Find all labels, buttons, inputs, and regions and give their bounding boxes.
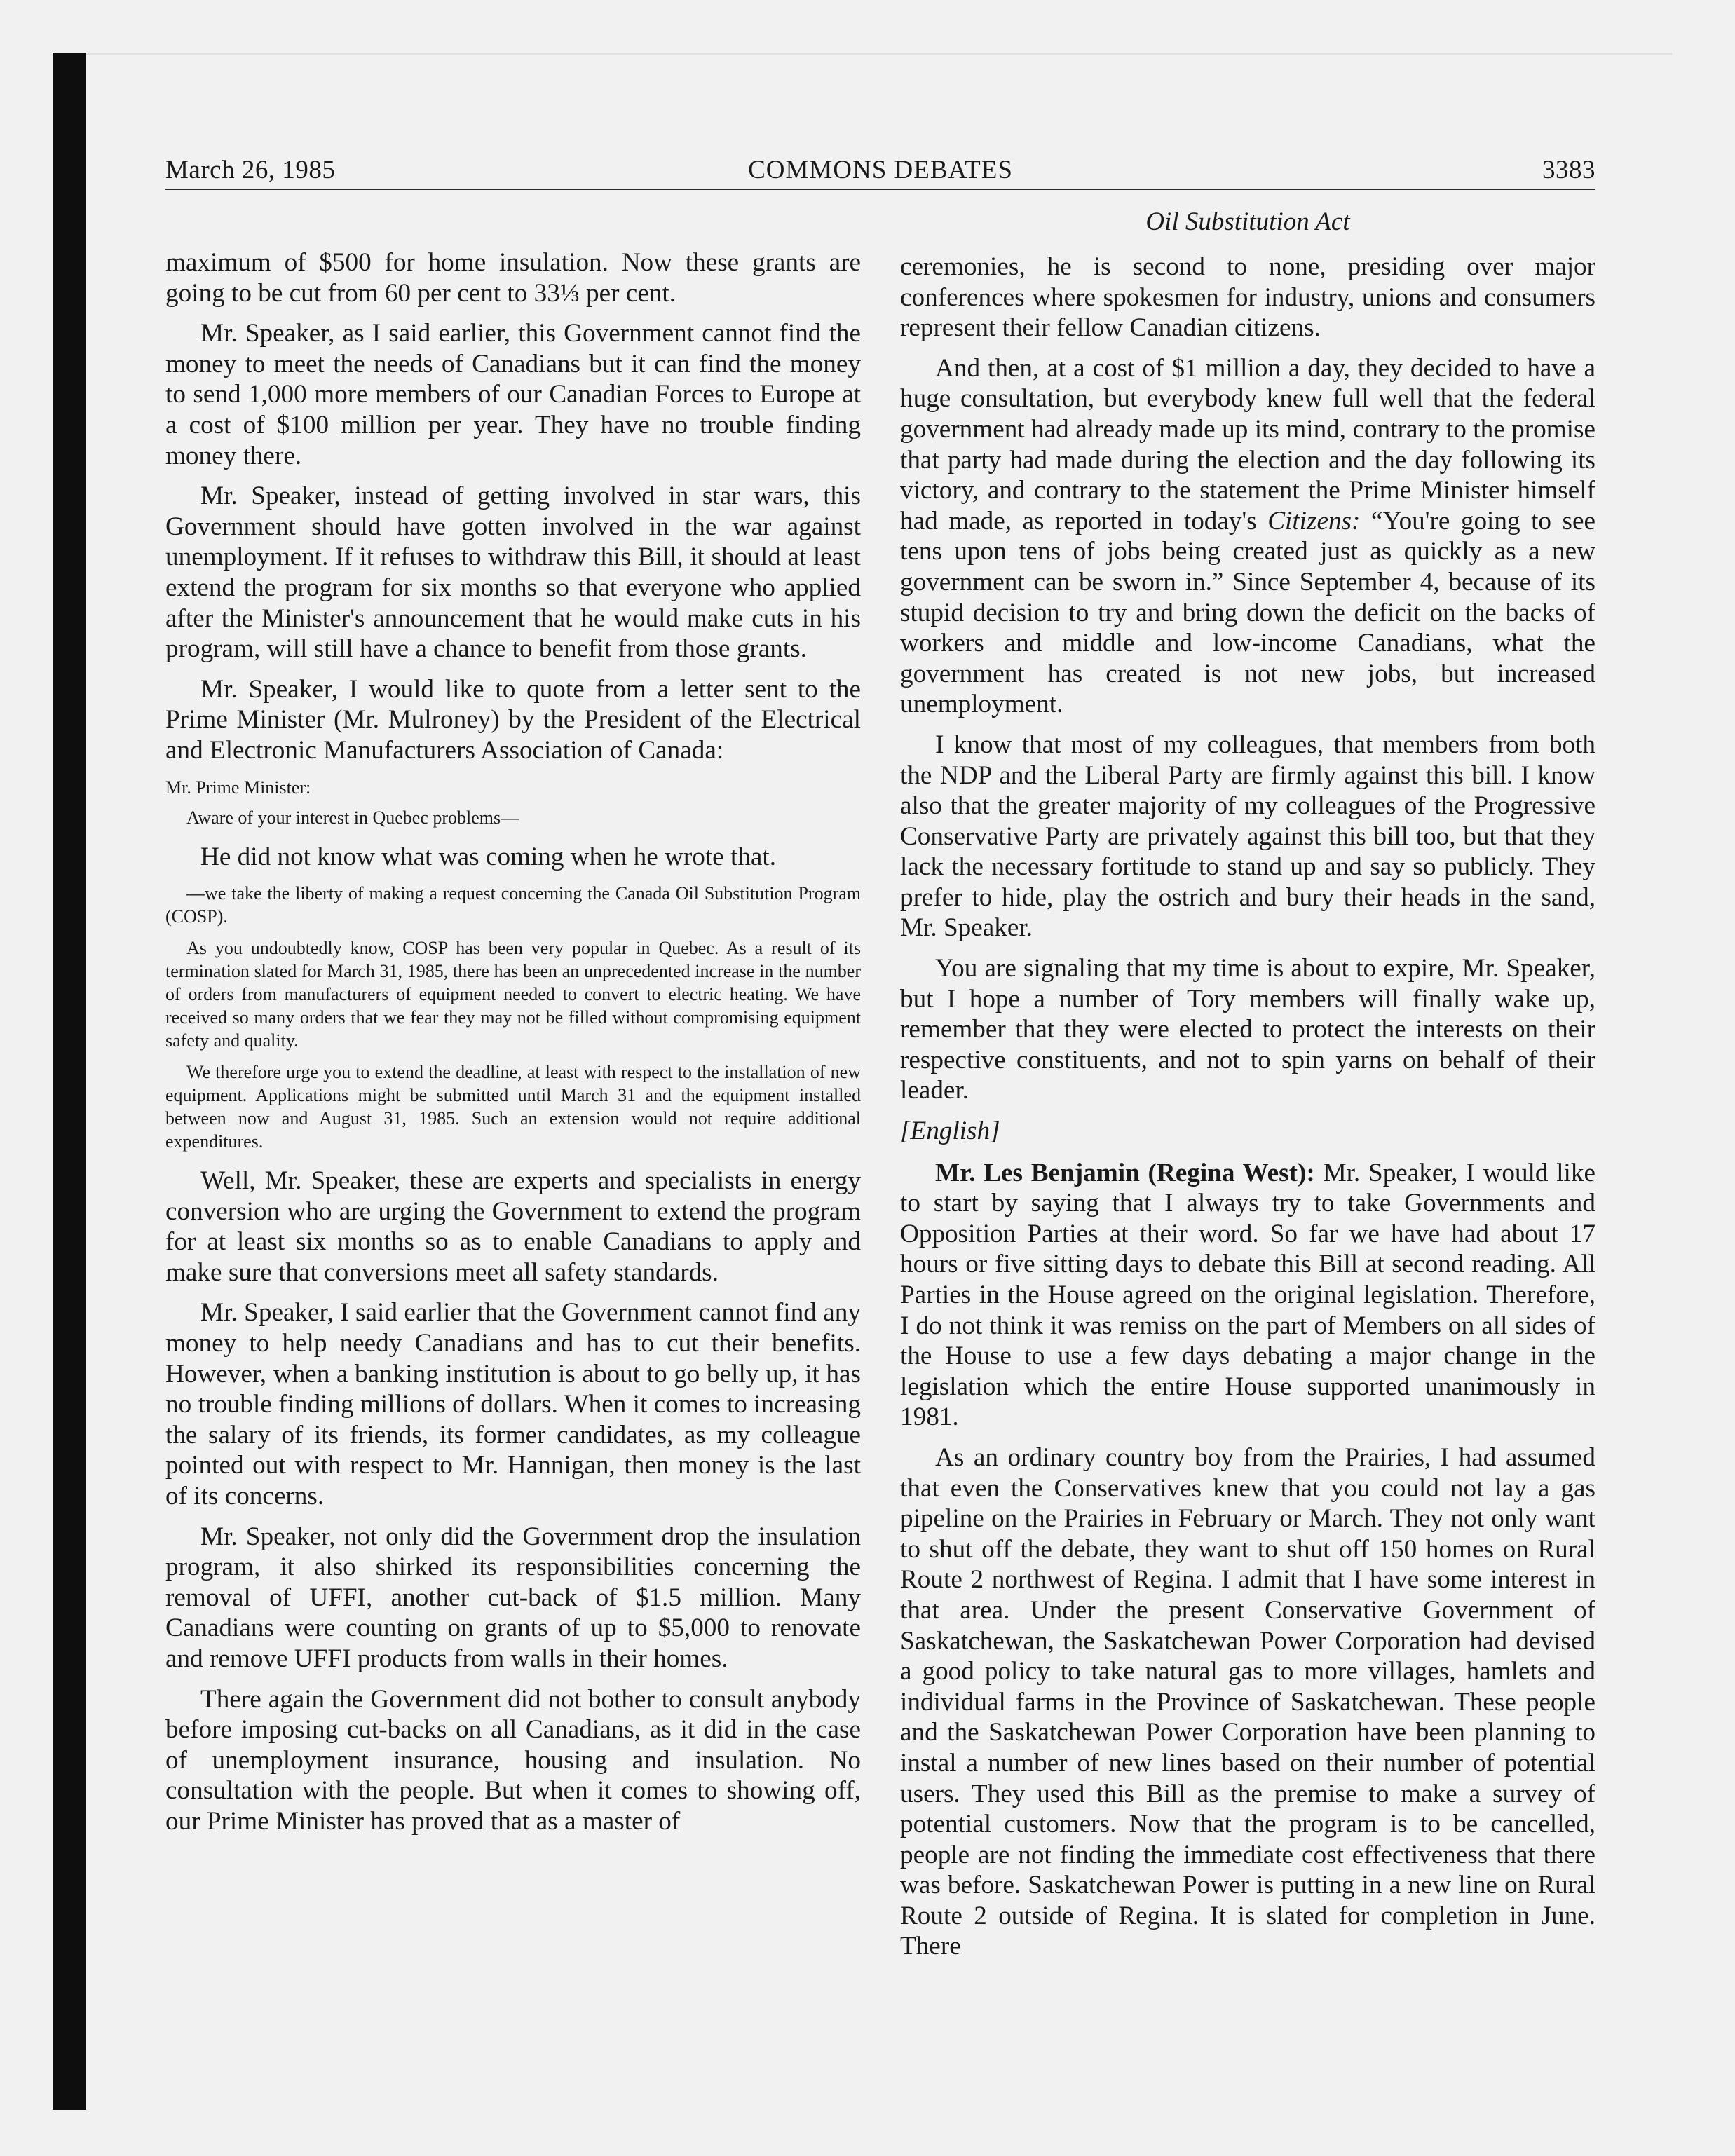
hansard-page xyxy=(165,151,1596,1961)
scan-binding-edge xyxy=(53,53,86,2110)
paragraph: You are signaling that my time is about to expire, Mr. Speaker, but I hope a number of Tory members will finally wake up, remember that they were elected to protect the interests on their respective constituents, and not to spin yarns on behalf of their leader. xyxy=(900,954,1595,1105)
paragraph xyxy=(900,1158,1595,1433)
header-publication: COMMONS DEBATES xyxy=(748,156,1013,184)
quote-salutation: Mr. Prime Minister: xyxy=(165,777,311,798)
paragraph: Well, Mr. Speaker, these are experts and specialists in energy conversion who are urging the Government to extend the program for at least six months so as to enable Canadians to apply and make sure that conversions meet all safety standards. xyxy=(165,1166,861,1287)
paragraph: Mr. Speaker, as I said earlier, this Government cannot find the money to meet the needs of Canadians but it can find the money to send 1,000 more members of our Canadian Forces to Europe at a cost of $100 million per year. They have no trouble finding money there. xyxy=(165,319,861,470)
paragraph: There again the Government did not bother to consult anybody before imposing cut-backs on all Canadians, as it did in the case of unemployment insurance, housing and insulation. No consultation with the people. But when it comes to showing off, our Prime Minister has proved that as a master of xyxy=(165,1684,861,1836)
header-rule xyxy=(165,189,1595,190)
paragraph-text: “You're going to see tens upon tens of jobs being created just as quickly as a new government can be sworn in.” Since September 4, because of its stupid decision to try and bring down the deficit on the backs of workers and middle and low-income Canadians, what the government has created is not new jobs, but increased unemployment. xyxy=(900,506,1596,719)
paragraph: ceremonies, he is second to none, presiding over major conferences where spokesmen for industry, unions and consumers represent their fellow Canadian citizens. xyxy=(900,252,1595,343)
paragraph-text: And then, at a cost of $1 million a day, they decided to have a huge consultation, but everybody knew full well that the federal government had already made up its mind, contrary to the promise that party had made during the election and the day following its victory, and contrary to the statement the Prime Minister himself had made, as reported in today's xyxy=(900,353,1595,535)
header-page-number: 3383 xyxy=(1542,156,1595,184)
paragraph: I know that most of my colleagues, that members from both the NDP and the Liberal Party are firmly against this bill. I know also that the greater majority of my colleagues of the Progressive Conservative Party are privately against this bill too, but that they lack the necessary fortitude to stand up and say so publicly. They prefer to hide, play the ostrich and bury their heads in the sand, Mr. Speaker. xyxy=(900,730,1595,943)
paragraph: Mr. Speaker, I would like to quote from a letter sent to the Prime Minister (Mr. Mulroney) by the President of the Electrical and Electronic Manufacturers Association of Canada: xyxy=(165,674,861,765)
right-column xyxy=(900,207,1595,1972)
quote-paragraph: —we take the liberty of making a request concerning the Canada Oil Substitution Program (COSP). xyxy=(165,883,861,927)
running-head xyxy=(165,151,1595,186)
citation-title: Citizens: xyxy=(1267,506,1361,535)
paragraph: maximum of $500 for home insulation. Now these grants are going to be cut from 60 per cent to 33⅓ per cent. xyxy=(165,248,861,308)
left-column xyxy=(165,247,861,1847)
paragraph: Mr. Speaker, I said earlier that the Government cannot find any money to help needy Canadians and has to cut their benefits. However, when a banking institution is about to go belly up, it has no trouble finding millions of dollars. When it comes to increasing the salary of its friends, its former candidates, as my colleague pointed out with respect to Mr. Hannigan, then money is the last of its concerns. xyxy=(165,1298,861,1511)
paragraph xyxy=(900,353,1595,720)
quote-paragraph: We therefore urge you to extend the deadline, at least with respect to the installation of new equipment. Applications might be submitted until March 31 and the equipment installed between now and August 31, 1985. Such an extension would not require additional expenditures. xyxy=(165,1062,861,1152)
paragraph: Mr. Speaker, not only did the Government drop the insulation program, it also shirked its responsibilities concerning the removal of UFFI, another cut-back of $1.5 million. Many Canadians were counting on grants of up to $5,000 to renovate and remove UFFI products from walls in their homes. xyxy=(165,1522,861,1673)
header-date: March 26, 1985 xyxy=(165,156,336,184)
quote-paragraph: Aware of your interest in Quebec problems— xyxy=(186,807,519,828)
paragraph: Mr. Speaker, instead of getting involved in star wars, this Government should have gotten involved in the war against unemployment. If it refuses to withdraw this Bill, it should at least extend the program for six months so that everyone who applied after the Minister's announcement that he would make cuts in his program, will still have a chance to benefit from those grants. xyxy=(165,482,861,664)
quote-paragraph: As you undoubtedly know, COSP has been very popular in Quebec. As a result of its termination slated for March 31, 1985, there has been an unprecedented increase in the number of orders from manufacturers of equipment needed to convert to electric heating. We have received so many orders that we fear they may not be filled without compromising equipment safety and quality. xyxy=(165,938,861,1051)
paragraph: He did not know what was coming when he wrote that. xyxy=(200,842,777,871)
scan-border xyxy=(53,53,1672,55)
paragraph-text: Mr. Speaker, I would like to start by saying that I always try to take Governments and Opposition Parties at their word. So far we have had about 17 hours or five sitting days to debate this Bill at second reading. All Parties in the House agreed on the original legislation. Therefore, I do not think it was remiss on the part of Members on all sides of the House to use a few days debating a major change in the legislation which the entire House supported unanimously in 1981. xyxy=(900,1158,1595,1432)
subject-heading: Oil Substitution Act xyxy=(1145,207,1350,236)
language-tag: [English] xyxy=(900,1117,1000,1146)
paragraph: As an ordinary country boy from the Prairies, I had assumed that even the Conservatives knew that you could not lay a gas pipeline on the Prairies in February or March. They not only want to shut off the debate, they want to shut off 150 homes on Rural Route 2 northwest of Regina. I admit that I have some interest in that area. Under the present Conservative Government of Saskatchewan, the Saskatchewan Power Corporation had devised a good policy to take natural gas to more villages, hamlets and individual farms in the Province of Saskatchewan. These people and the Saskatchewan Power Corporation have been planning to instal a number of new lines based on their number of potential users. They used this Bill as the premise to make a survey of potential customers. Now that the program is to be cancelled, people are not finding the immediate cost effectiveness that there was before. Saskatchewan Power is putting in a new line on Rural Route 2 outside of Regina. It is slated for completion in June. There xyxy=(900,1442,1595,1961)
speaker-name: Mr. Les Benjamin (Regina West): xyxy=(935,1158,1315,1187)
